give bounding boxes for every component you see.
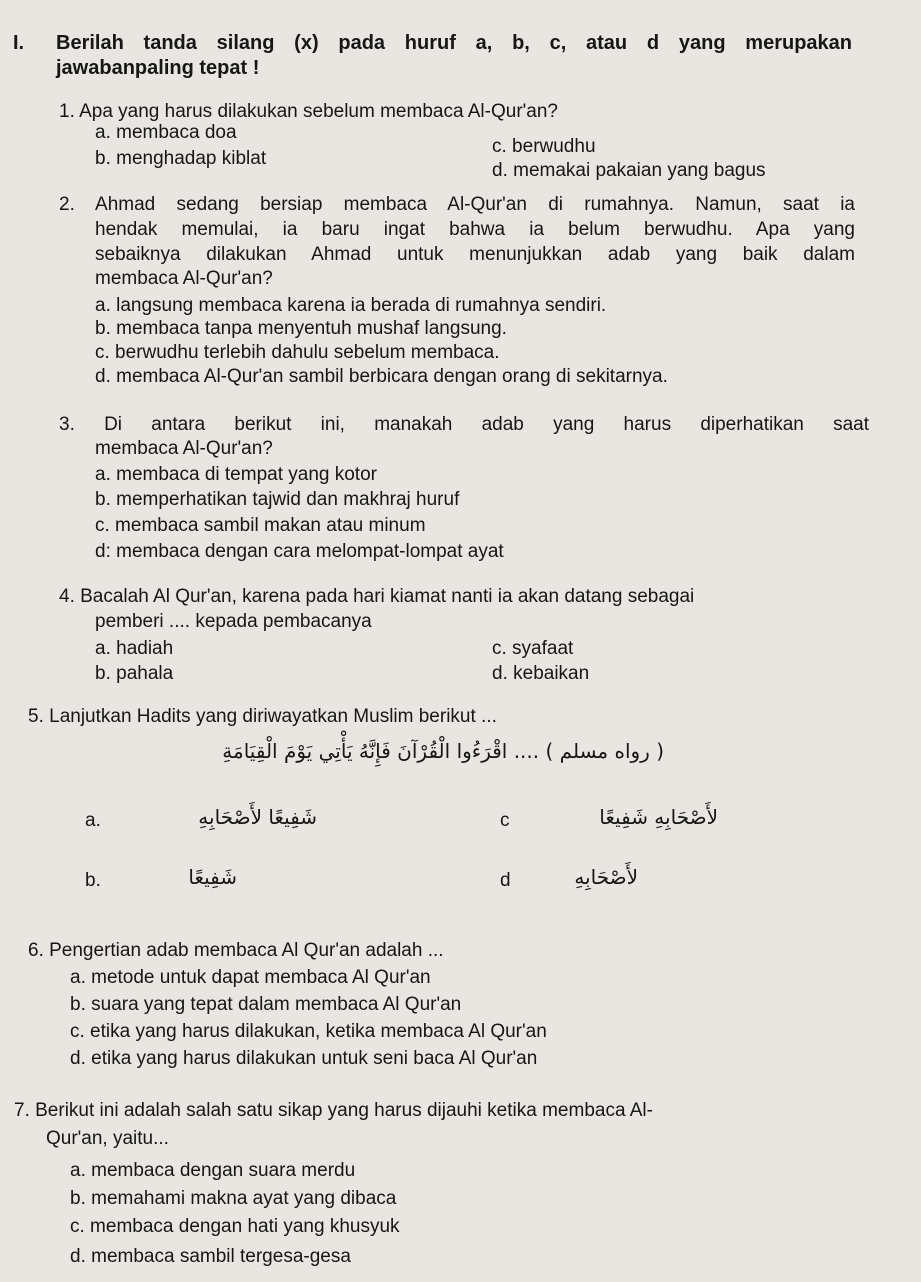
question-7-option-a[interactable]: a. membaca dengan suara merdu bbox=[70, 1160, 356, 1181]
instruction-line-2: jawabanpaling tepat ! bbox=[56, 57, 260, 79]
question-5-option-a[interactable]: شَفِيعًا لأَصْحَابِهِ bbox=[198, 805, 317, 829]
question-1-option-d[interactable]: d. memakai pakaian yang bagus bbox=[492, 160, 766, 181]
question-2-line-2: hendak memulai, ia baru ingat bahwa ia belum berwudhu. Apa yang bbox=[95, 219, 855, 240]
question-7-option-d[interactable]: d. membaca sambil tergesa-gesa bbox=[70, 1246, 351, 1267]
question-1-option-c[interactable]: c. berwudhu bbox=[492, 136, 596, 157]
question-2-line-1: 2. Ahmad sedang bersiap membaca Al-Qur'an di rumahnya. Namun, saat ia bbox=[59, 194, 855, 215]
question-6-text: 6. Pengertian adab membaca Al Qur'an adalah ... bbox=[28, 940, 444, 961]
question-5-arabic-hadith: ( رواه مسلم ) .... اقْرَءُوا الْقُرْآنَ فَإِنَّهُ يَأْتِي يَوْمَ الْقِيَامَةِ bbox=[222, 739, 664, 763]
question-2-option-b[interactable]: b. membaca tanpa menyentuh mushaf langsung. bbox=[95, 318, 507, 339]
question-6-option-c[interactable]: c. etika yang harus dilakukan, ketika membaca Al Qur'an bbox=[70, 1021, 547, 1042]
question-6-option-d[interactable]: d. etika yang harus dilakukan untuk seni baca Al Qur'an bbox=[70, 1048, 538, 1069]
question-5-option-d[interactable]: لأَصْحَابِهِ bbox=[574, 865, 638, 889]
question-4-option-c[interactable]: c. syafaat bbox=[492, 638, 574, 659]
question-1-text: 1. Apa yang harus dilakukan sebelum membaca Al-Qur'an? bbox=[59, 101, 558, 122]
question-3-line-1: 3. Di antara berikut ini, manakah adab yang harus diperhatikan saat bbox=[59, 414, 869, 435]
question-5-letter-d: d bbox=[500, 870, 511, 891]
question-4-option-d[interactable]: d. kebaikan bbox=[492, 663, 590, 684]
question-3-option-b[interactable]: b. memperhatikan tajwid dan makhraj huruf bbox=[95, 489, 460, 510]
question-6-option-b[interactable]: b. suara yang tepat dalam membaca Al Qur'an bbox=[70, 994, 462, 1015]
question-1-option-a[interactable]: a. membaca doa bbox=[95, 122, 237, 143]
question-4-line-1: 4. Bacalah Al Qur'an, karena pada hari kiamat nanti ia akan datang sebagai bbox=[59, 586, 695, 607]
question-3-option-a[interactable]: a. membaca di tempat yang kotor bbox=[95, 464, 377, 485]
question-4-option-a[interactable]: a. hadiah bbox=[95, 638, 174, 659]
question-4-option-b[interactable]: b. pahala bbox=[95, 663, 174, 684]
question-7-line-1: 7. Berikut ini adalah salah satu sikap yang harus dijauhi ketika membaca Al- bbox=[14, 1100, 653, 1121]
question-5-option-b[interactable]: شَفِيعًا bbox=[188, 865, 237, 889]
question-2-option-a[interactable]: a. langsung membaca karena ia berada di rumahnya sendiri. bbox=[95, 295, 607, 316]
question-3-line-2: membaca Al-Qur'an? bbox=[95, 438, 273, 459]
question-7-option-b[interactable]: b. memahami makna ayat yang dibaca bbox=[70, 1188, 397, 1209]
question-5-letter-b: b. bbox=[85, 870, 101, 891]
question-2-option-d[interactable]: d. membaca Al-Qur'an sambil berbicara dengan orang di sekitarnya. bbox=[95, 366, 668, 387]
question-5-option-c[interactable]: لأَصْحَابِهِ شَفِيعًا bbox=[599, 805, 718, 829]
question-2-line-4: membaca Al-Qur'an? bbox=[95, 268, 273, 289]
question-5-letter-c: c bbox=[500, 810, 510, 831]
question-7-option-c[interactable]: c. membaca dengan hati yang khusyuk bbox=[70, 1216, 400, 1237]
question-3-option-d[interactable]: d: membaca dengan cara melompat-lompat ayat bbox=[95, 541, 504, 562]
question-1-option-b[interactable]: b. menghadap kiblat bbox=[95, 148, 267, 169]
question-4-line-2: pemberi .... kepada pembacanya bbox=[95, 611, 372, 632]
question-5-text: 5. Lanjutkan Hadits yang diriwayatkan Muslim berikut ... bbox=[28, 706, 497, 727]
question-5-letter-a: a. bbox=[85, 810, 101, 831]
question-7-line-2: Qur'an, yaitu... bbox=[46, 1128, 169, 1149]
section-number: I. bbox=[13, 32, 25, 54]
question-3-option-c[interactable]: c. membaca sambil makan atau minum bbox=[95, 515, 426, 536]
question-2-option-c[interactable]: c. berwudhu terlebih dahulu sebelum membaca. bbox=[95, 342, 500, 363]
instruction-line-1: Berilah tanda silang (x) pada huruf a, b, c, atau d yang merupakan bbox=[56, 32, 852, 54]
question-2-line-3: sebaiknya dilakukan Ahmad untuk menunjukkan adab yang baik dalam bbox=[95, 244, 855, 265]
question-6-option-a[interactable]: a. metode untuk dapat membaca Al Qur'an bbox=[70, 967, 431, 988]
